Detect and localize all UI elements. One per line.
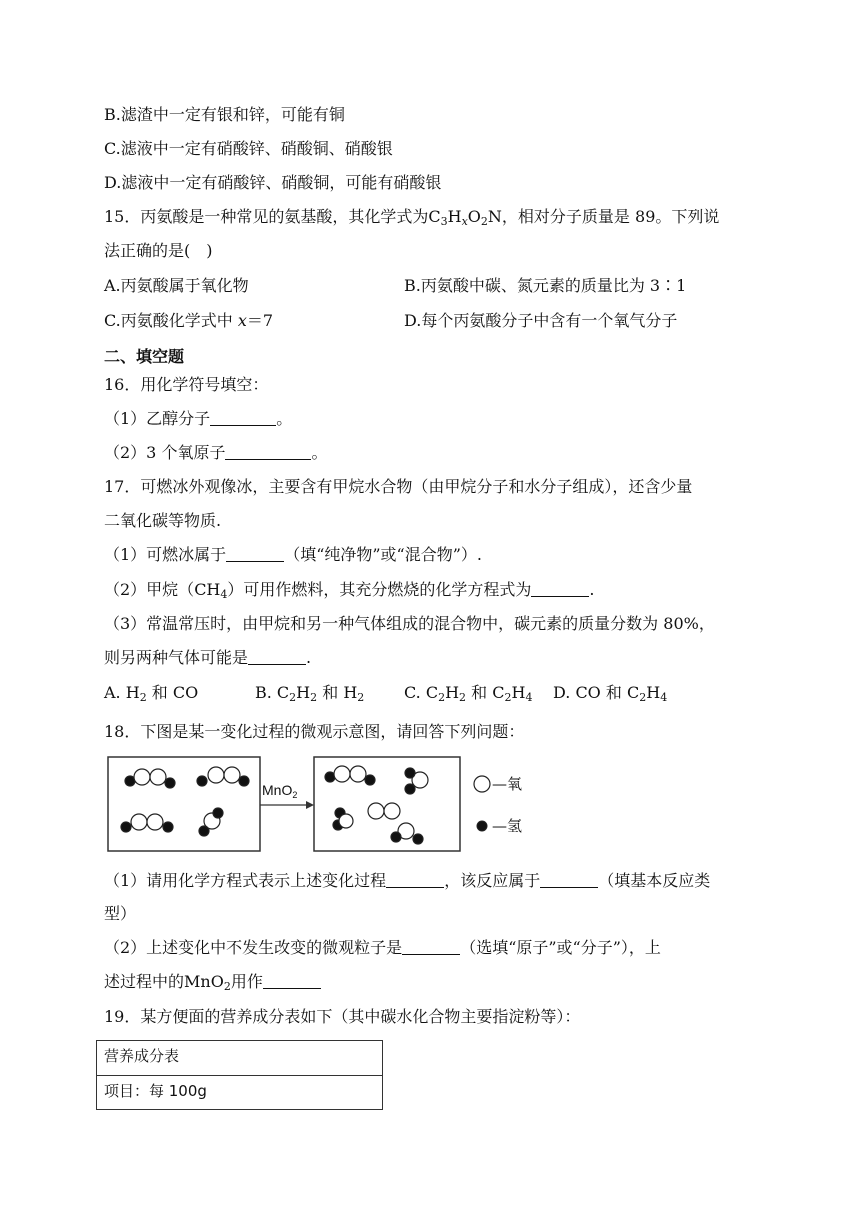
answer-blank <box>540 871 598 888</box>
answer-blank <box>248 648 306 665</box>
q15-option-a: A.丙氨酸属于氧化物 <box>104 276 249 295</box>
answer-blank <box>210 409 276 426</box>
table-row: 营养成分表 <box>104 1047 180 1065</box>
molecule <box>199 808 223 836</box>
q17-part2: （2）甲烷$(CH_4)$可用作燃料，其充分燃烧的化学方程式为 . <box>104 580 595 601</box>
q17-part1: （1）可燃冰属于 （填“纯净物”或“混合物”）. <box>104 545 482 564</box>
q17-option-d: D. CO 和 $C_2H_4$ <box>553 683 668 704</box>
table-row: 项目：每 100g <box>97 1075 382 1109</box>
q15-stem-line2: 法正确的是( ) <box>104 241 213 260</box>
q18-part2-line1: （2）上述变化中不发生改变的微观粒子是 （选填“原子”或“分子”），上 <box>104 938 661 957</box>
q15-option-c: C.丙氨酸化学式中 x＝7 <box>104 311 274 330</box>
q17-stem-line1: 17．可燃冰外观像冰，主要含有甲烷水合物（由甲烷分子和水分子组成），还含少量 <box>104 477 693 496</box>
arrow-head <box>306 801 314 809</box>
q16-stem: 16．用化学符号填空： <box>104 375 269 394</box>
answer-blank <box>225 443 311 460</box>
molecule <box>197 767 249 786</box>
oxygen-legend-symbol <box>474 776 490 792</box>
alanine-formula: $C_3H_xO_2N$ <box>428 207 502 228</box>
molecule <box>325 766 375 785</box>
reaction-diagram-svg <box>106 755 526 855</box>
q15-option-d: D.每个丙氨酸分子中含有一个氧气分子 <box>404 311 678 330</box>
molecule <box>333 808 353 830</box>
molecule <box>125 769 175 788</box>
answer-blank <box>402 938 460 955</box>
hydrogen-legend-symbol <box>477 821 487 831</box>
q18-part1-line1: （1）请用化学方程式表示上述变化过程 ，该反应属于 （填基本反应类 <box>104 871 711 890</box>
q18-part1-line2: 型） <box>104 904 137 923</box>
oxygen-legend-label: —氧 <box>492 775 523 793</box>
q14-option-b: B.滤渣中一定有银和锌，可能有铜 <box>104 105 345 124</box>
oxygen-molecule <box>368 803 400 819</box>
q16-part1: （1）乙醇分子 。 <box>104 409 293 428</box>
answer-blank <box>531 580 589 597</box>
q18-part2-line2: 述过程中的MnO$_2$用作 <box>104 970 321 999</box>
catalyst-formula: MnO$_2$ <box>184 972 231 993</box>
q17-stem-line2: 二氧化碳等物质. <box>104 511 222 530</box>
molecule <box>391 823 423 844</box>
q14-option-c: C.滤液中一定有硝酸锌、硝酸铜、硝酸银 <box>104 139 393 158</box>
section-heading: 二、填空题 <box>104 347 185 366</box>
q17-option-a: A. $H_2$ 和 CO <box>104 683 199 704</box>
molecule <box>121 814 173 832</box>
answer-blank <box>386 871 444 888</box>
hydrogen-legend-label: —氢 <box>492 817 523 835</box>
reaction-diagram <box>106 755 526 855</box>
molecule <box>405 768 428 794</box>
methane-formula: $CH_4$ <box>194 580 228 601</box>
answer-blank <box>226 545 284 562</box>
q14-option-d: D.滤液中一定有硝酸锌、硝酸铜，可能有硝酸银 <box>104 173 442 192</box>
q19-stem: 19．某方便面的营养成分表如下（其中碳水化合物主要指淀粉等）： <box>104 1007 581 1026</box>
q18-stem: 18．下图是某一变化过程的微观示意图，请回答下列问题： <box>104 722 525 741</box>
q15-option-b: B.丙氨酸中碳、氮元素的质量比为 3∶1 <box>404 276 687 295</box>
nutrition-table <box>96 1040 383 1110</box>
answer-blank <box>263 972 321 989</box>
q17-option-b: B. $C_2H_2$ 和 $H_2$ <box>255 683 365 704</box>
q17-option-c: C. $C_2H_2$ 和 $C_2H_4$ <box>404 683 533 704</box>
q17-part3-line1: （3）常温常压时，由甲烷和另一种气体组成的混合物中，碳元素的质量分数为 80%， <box>104 614 715 633</box>
q15-stem-line1: 15．丙氨酸是一种常见的氨基酸，其化学式为$C_3H_xO_2N$，相对分子质量是 89。下列说 <box>104 207 720 228</box>
q16-part2: （2）3 个氧原子 。 <box>104 443 328 462</box>
catalyst-label: MnO$_2$ <box>262 782 298 800</box>
q17-part3-line2: 则另两种气体可能是 . <box>104 648 312 667</box>
